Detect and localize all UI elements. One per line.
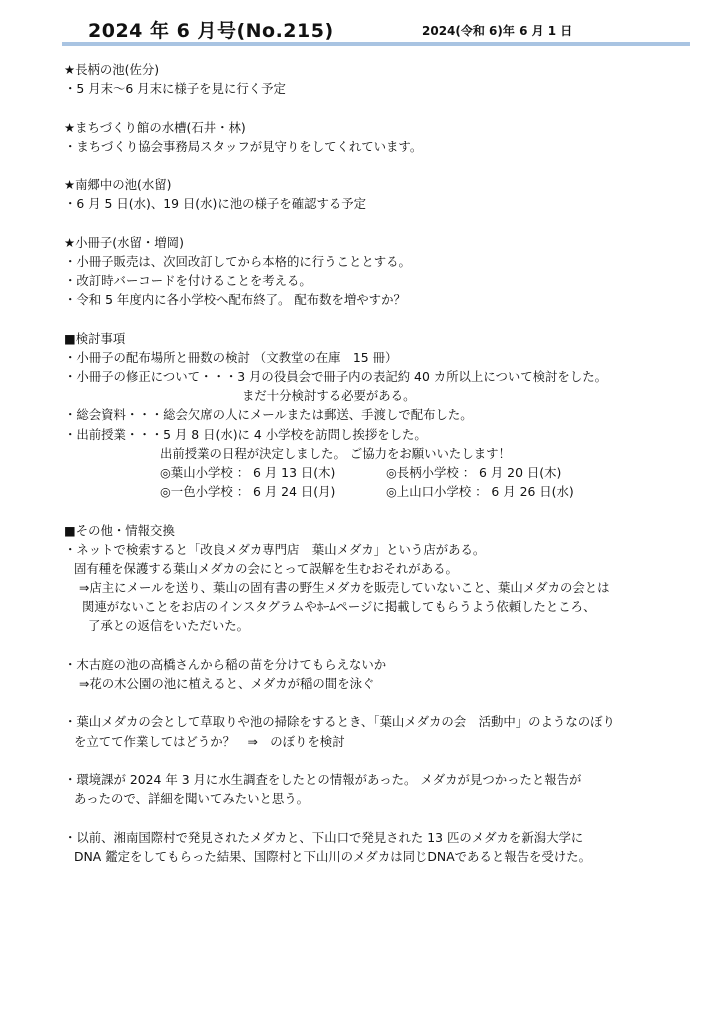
other-line: ・環境課が 2024 年 3 月に水生調査をしたとの情報があった。 メダカが見つかったと報告が bbox=[64, 771, 582, 787]
booklet-line: ・改訂時バーコードを付けることを考える。 bbox=[64, 273, 312, 289]
section-title-nagae: ★長柄の池(佐分) bbox=[64, 62, 160, 77]
spacer bbox=[64, 309, 704, 328]
issue-title: 2024 年 6 月号(No.215) bbox=[88, 20, 334, 42]
other-line: ⇒花の木公園の池に植えると、メダカが稲の間を泳ぐ bbox=[79, 676, 375, 691]
review-line: まだ十分検討する必要がある。 bbox=[242, 388, 416, 404]
school-schedule-item: ◎葉山小学校 ： 6 月 13 日(木) bbox=[160, 464, 336, 480]
section-title-nangochu: ★南郷中の池(水留) bbox=[64, 177, 172, 193]
section-title-machizukuri: ★まちづくり館の水槽(石井・林) bbox=[64, 119, 246, 135]
section-title-review: ■検討事項 bbox=[64, 330, 126, 346]
review-line: ・総会資料・・・総会欠席の人にメールまたは郵送、手渡しで配布した。 bbox=[64, 407, 473, 423]
school-schedule-item: ◎一色小学校 ： 6 月 24 日(月) bbox=[160, 484, 336, 500]
school-schedule-row bbox=[64, 482, 704, 501]
section-title-other: ■その他・情報交換 bbox=[64, 522, 175, 538]
spacer bbox=[64, 808, 704, 827]
other-line: ⇒店主にメールを送り、葉山の固有書の野生メダカを販売していないこと、葉山メダカの会とは bbox=[79, 580, 610, 596]
other-line: ・ネットで検索すると「改良メダカ専門店 葉山メダカ」という店がある。 bbox=[64, 541, 486, 557]
review-line: ・小冊子の修正について・・・3 月の役員会で冊子内の表記約 40 カ所以上について検討をした。 bbox=[64, 369, 607, 384]
machizukuri-line: ・まちづくり協会事務局スタッフが見守りをしてくれています。 bbox=[64, 138, 423, 154]
other-line: ・以前、湘南国際村で発見されたメダカと、下山口で発見された 13 匹のメダカを新潟大学に bbox=[64, 829, 584, 845]
other-line: ・葉山メダカの会として草取りや池の掃除をするとき、「葉山メダカの会 活動中」のようなのぼり bbox=[64, 714, 615, 730]
spacer bbox=[64, 693, 704, 712]
issue-date: 2024(令和 6)年 6 月 1 日 bbox=[422, 24, 573, 38]
booklet-line: ・令和 5 年度内に各小学校へ配布終了。 配布数を増やすか？ bbox=[64, 292, 406, 308]
spacer bbox=[64, 156, 704, 175]
school-schedule-item: ◎上山口小学校 ： 6 月 26 日(水) bbox=[386, 484, 574, 500]
other-line: 関連がないことをお店のインスタグラムやﾎｰﾑページに掲載してもらうよう依頼したところ、 bbox=[82, 599, 596, 615]
booklet-line: ・小冊子販売は、次回改訂してから本格的に行うこととする。 bbox=[64, 253, 411, 269]
spacer bbox=[64, 751, 704, 770]
other-line: を立てて作業してはどうか？ ⇒ のぼりを検討 bbox=[74, 733, 345, 749]
spacer bbox=[64, 636, 704, 655]
section-title-booklet: ★小冊子(水留・増岡) bbox=[64, 234, 184, 250]
header-rule bbox=[62, 42, 690, 46]
other-line: ・木古庭の池の高橋さんから稲の苗を分けてもらえないか bbox=[64, 656, 387, 672]
spacer bbox=[64, 98, 704, 117]
spacer bbox=[64, 501, 704, 520]
school-schedule-row bbox=[64, 463, 704, 482]
school-schedule-item: ◎長柄小学校 ： 6 月 20 日(木) bbox=[386, 464, 562, 480]
review-line: ・小冊子の配布場所と冊数の検討 （文教堂の在庫 15 冊） bbox=[64, 349, 398, 365]
nangochu-line: ・6 月 5 日(水)、19 日(水)に池の様子を確認する予定 bbox=[64, 196, 367, 212]
other-line: DNA 鑑定をしてもらった結果、国際村と下山川のメダカは同じDNAであると報告を受けた。 bbox=[74, 848, 591, 864]
page-header bbox=[0, 0, 724, 48]
review-line: ・出前授業・・・5 月 8 日(水)に 4 小学校を訪問し挨拶をした。 bbox=[64, 426, 427, 442]
body-content bbox=[64, 60, 704, 866]
other-line: 固有種を保護する葉山メダカの会にとって誤解を生むおそれがある。 bbox=[74, 560, 458, 576]
nagae-line: ・5 月末～6 月末に様子を見に行く予定 bbox=[64, 81, 286, 97]
review-line: 出前授業の日程が決定しました。 ご協力をお願いいたします！ bbox=[160, 445, 511, 461]
spacer bbox=[64, 214, 704, 233]
other-line: あったので、詳細を聞いてみたいと思う。 bbox=[74, 791, 310, 807]
other-line: 了承との返信をいただいた。 bbox=[88, 618, 250, 634]
